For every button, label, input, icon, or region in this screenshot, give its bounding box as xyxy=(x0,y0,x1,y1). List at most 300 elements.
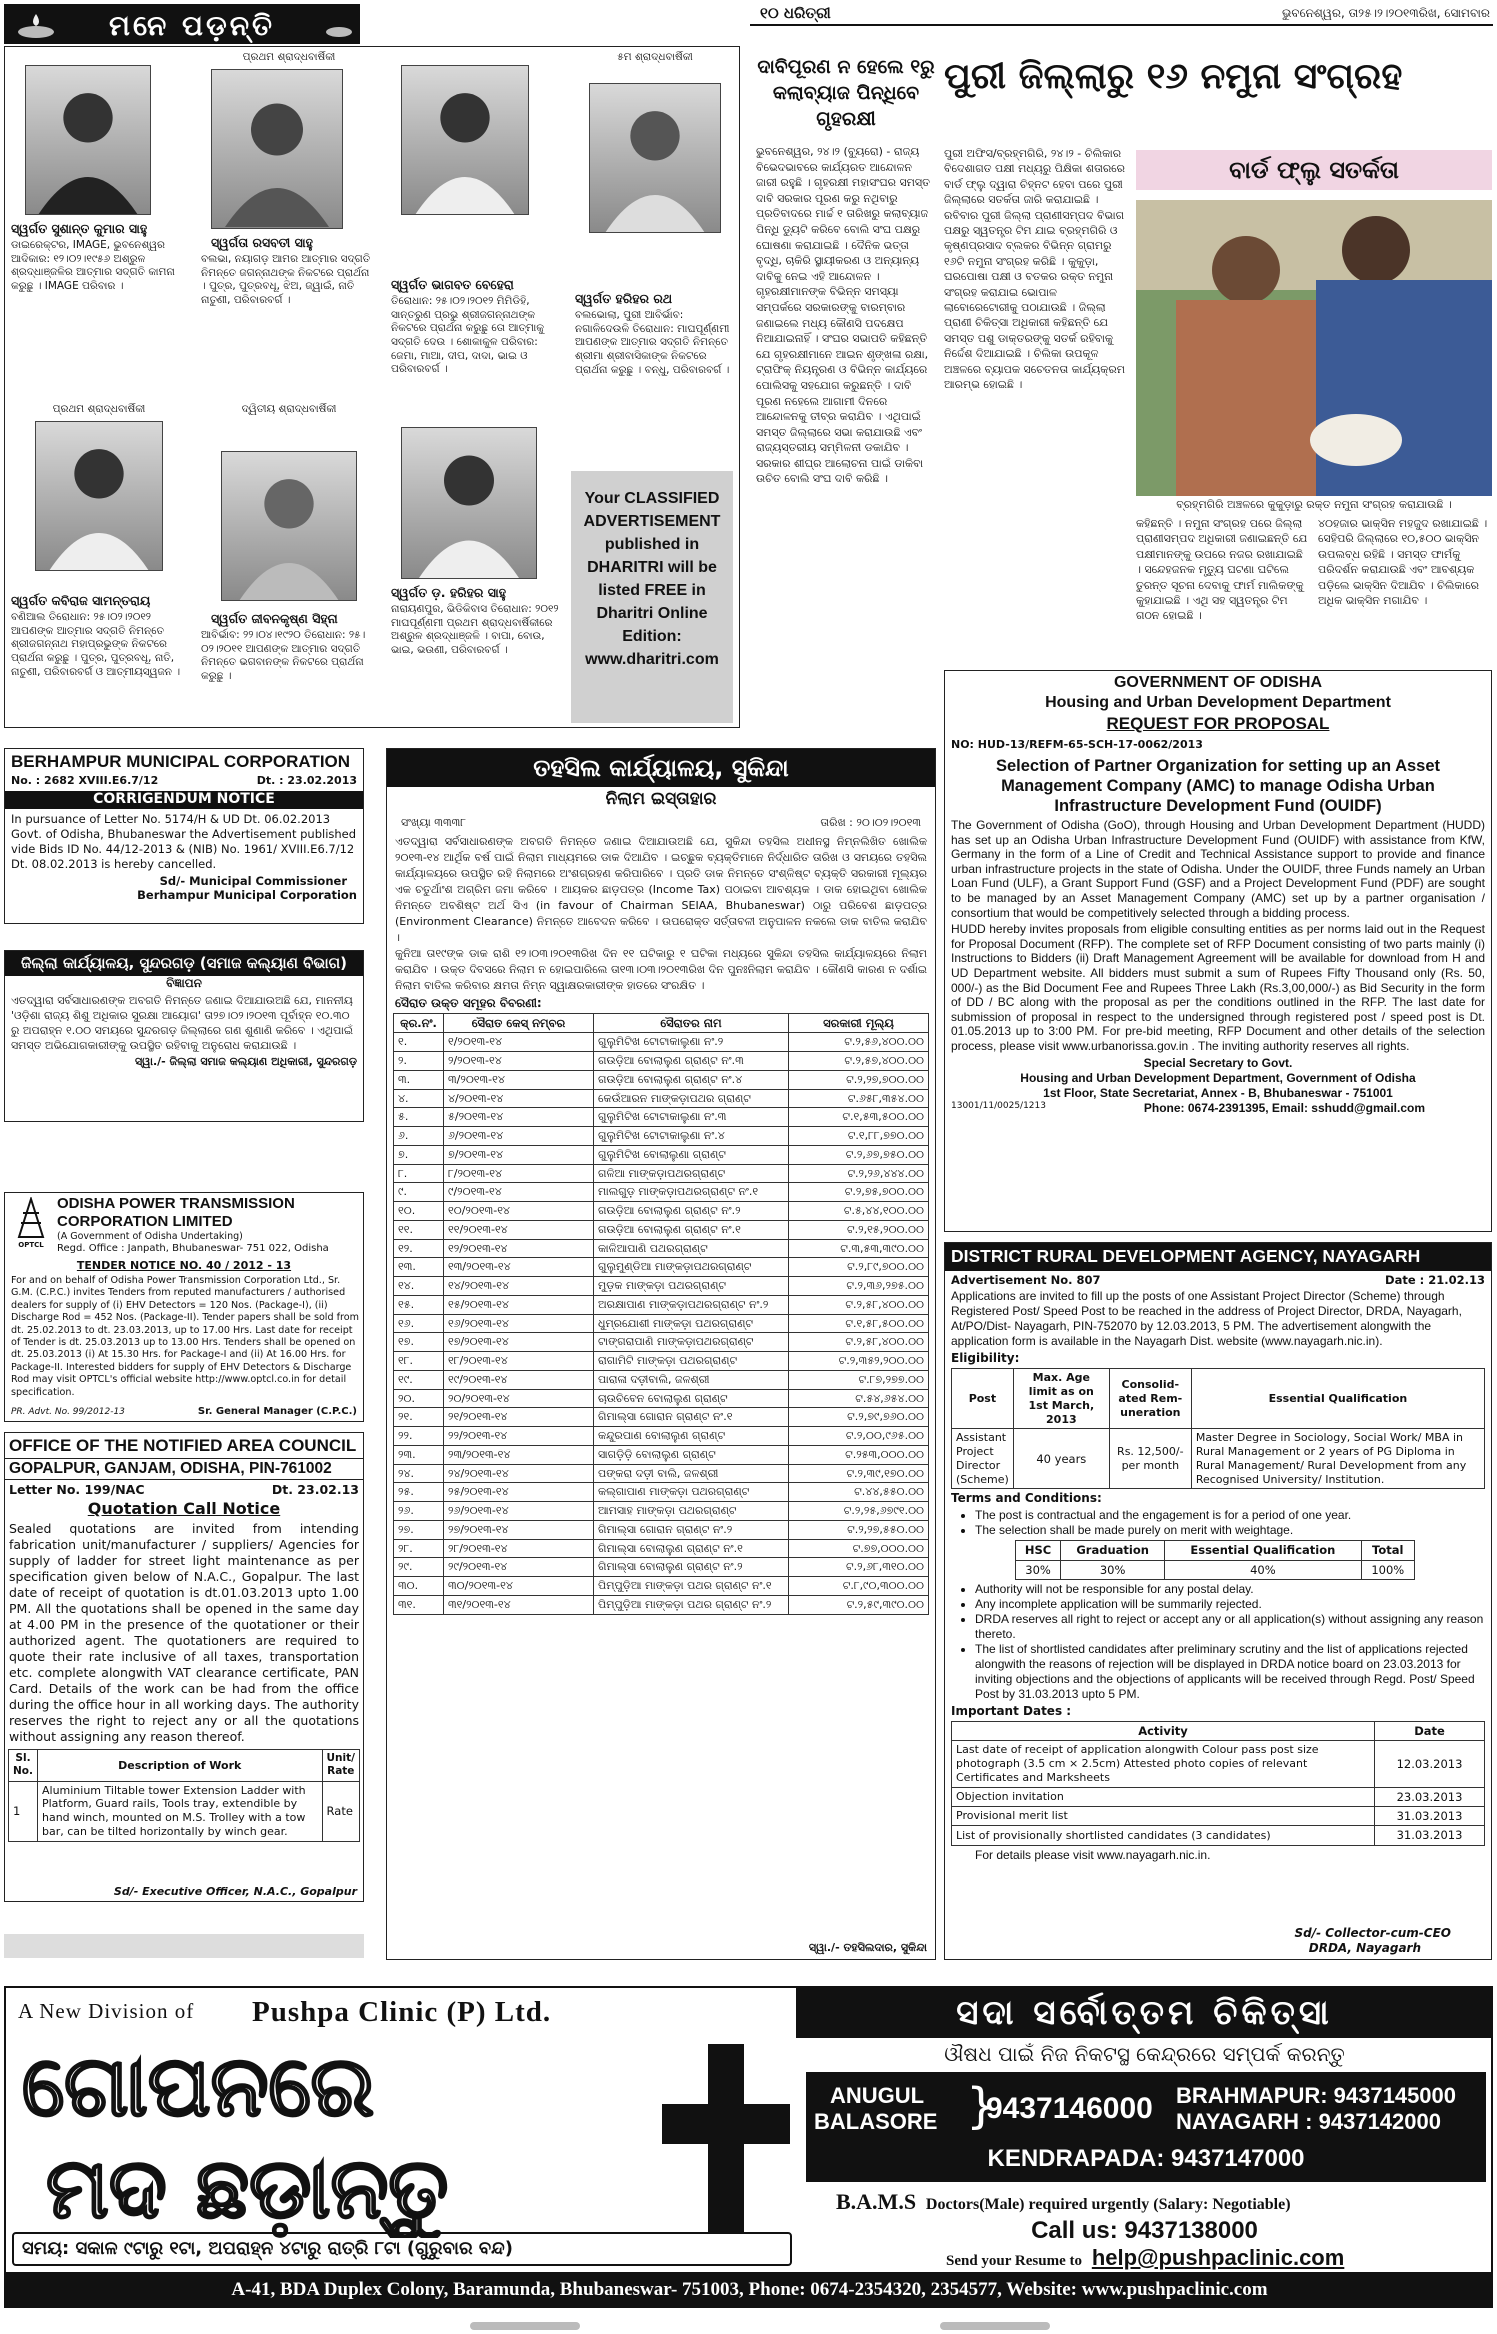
table-cell: ଟ.୨,୭୫,୭୦୦.୦୦ xyxy=(789,1183,929,1202)
table-cell: ଟ.୨,୫୮,୪୦୦.୦୦ xyxy=(789,1333,929,1352)
govt-title: GOVERNMENT OF ODISHA xyxy=(1113,674,1322,691)
table-cell: କଲ୍‌ଗାପାଣ ମାଙ୍କଡ଼ା ପଥରଗ୍ରାଣ୍ଟ xyxy=(594,1483,789,1502)
table-cell: ୧୪/୨୦୧୩-୧୪ xyxy=(444,1277,594,1296)
table-cell: ୧୧/୨୦୧୩-୧୪ xyxy=(444,1220,594,1239)
table-header-cell: Post xyxy=(952,1369,1014,1429)
nac-notice xyxy=(4,1432,364,1902)
clinic-email[interactable]: help@pushpaclinic.com xyxy=(1091,2245,1345,2270)
obit-body: ଆବିର୍ଭାବ: ୨୨।୦୪।୧୯୨୦ ତିରୋଧାନ: ୨୫।୦୨।୨୦୧୧ ଆପଣଙ୍କ ଆତ୍ମାର ସଦ୍ଗତି ନିମନ୍ତେ ଭଗବାନଙ୍କ ନିକଟରେ ପ୍ରାର୍ଥନା କରୁଛୁ । xyxy=(201,629,366,682)
table-row xyxy=(394,1202,929,1221)
story-headline: ଦାବିପୂରଣ ନ ହେଲେ ୧ରୁ କଲାବ୍ୟାଜ ପିନ୍ଧିବେ ଗୃହରକ୍ଷୀ xyxy=(757,56,935,130)
table-row xyxy=(394,1483,929,1502)
table-cell: ଆମସାହ ମାଙ୍କଡ଼ା ପଥରଗ୍ରାଣ୍ଟ xyxy=(594,1502,789,1521)
table-cell: ୯. xyxy=(394,1183,444,1202)
table-cell: Rate xyxy=(322,1781,359,1841)
medical-cross-icon xyxy=(662,2044,790,2234)
table-row xyxy=(394,1464,929,1483)
table-cell: ୧୮. xyxy=(394,1352,444,1371)
obit-card xyxy=(575,51,735,451)
clinic-resume: Send your Resume to xyxy=(946,2253,1082,2269)
govt-p2: HUDD hereby invites proposals from eligible consulting entities as per norms laid out in the Request for Proposal Document (RFP). The complete set of RFP Document consisting of two parts mainly (i) Instructions to Bidders (ii) Draft Management Agreement will be available for download from H and UD Department website. All bidders must submit a sum of Rupees Fifty Thousand only (Rs. 50, 000/-) as the Bid Document Fee and Rupees Three Lakh (Rs.3,00,000/-) as Bid Security in the form of DD / BC along with the proposal as per the conditions outlined in the RFP. The last date for submission of proposal in respect to the undersigned through registered post / speed post is Dt. 01.05.2013 up to 3:00 PM. For pre-bid meeting, RFP Document and other details of the selection process, please visit www.urbanorissa.gov.in . The inviting authority reserves all rights. xyxy=(951,922,1485,1053)
clinic-division: A New Division of xyxy=(18,1999,195,2023)
obit-body: ବଲଭା, ନୟାଗଡ଼ ଆମର ଆତ୍ମାର ସଦ୍ଗତି ନିମନ୍ତେ ଜଗନ୍ନାଥଙ୍କ ନିକଟରେ ପ୍ରାର୍ଥନା । ପୁତ୍ର, ପୁତ୍ରବଧୂ, ଝିଅ, ଜ୍ୱାଇଁ, ନାତି ନାତୁଣୀ, ପରିବାରବର୍ଗ । xyxy=(201,253,371,306)
table-header-cell: Graduation xyxy=(1061,1541,1165,1560)
table-cell: ଟ.୬୫୮,୩୫୪.୦୦ xyxy=(789,1089,929,1108)
table-cell: ଟ.୨,୨୬,୪୪୪.୦୦ xyxy=(789,1164,929,1183)
table-cell: ଟ.୨,୬୭,୭୫୦.୦୦ xyxy=(789,1145,929,1164)
table-cell: ୨୯. xyxy=(394,1558,444,1577)
optcl-body: For and on behalf of Odisha Power Transmission Corporation Ltd., Sr. G.M. (C.P.C.) invites Tenders from reputed manufacturers / authorised dealers for supply of (i) EHV Detectors = 120 Nos. (Package-I), (ii) Discharge Rod = 452 Nos. (Package-II). Tender papers shall be sold from dt. 25.02.2013 to dt. 23.03.2013, up to 17.00 Hrs. Last date for receipt of Tender is dt. 25.03.2013 up to 13.00 Hrs. Tenders shall be opened on dt. 25.03.2013 (i) At 15.30 Hrs. for Package-I and (ii) At 16.00 Hrs. for Package-II. Interested bidders for supply of EHV Detectors & Discharge Rod may visit OPTCL's official website http://www.optcl.co.in for detail specification. xyxy=(11,1275,359,1398)
table-cell: ୭/୨୦୧୩-୧୪ xyxy=(444,1145,594,1164)
table-cell: ୨୩/୨୦୧୩-୧୪ xyxy=(444,1445,594,1464)
drda-dates-table xyxy=(951,1721,1485,1846)
table-cell: କନ୍ଦୁରପାଣ ବୋଲାଲୁଣ ଗ୍ରାଣ୍ଟ xyxy=(594,1427,789,1446)
table-cell: ୨୬. xyxy=(394,1502,444,1521)
table-cell: ୧୯/୨୦୧୩-୧୪ xyxy=(444,1370,594,1389)
table-cell: List of provisionally shortlisted candidates (3 candidates) xyxy=(952,1826,1375,1845)
dateline: ଭୁବନେଶ୍ୱର, ତା୨୫।୨।୨୦୧୩ରିଖ, ସୋମବାର xyxy=(1281,6,1490,20)
table-header-cell: ସୈରାତର ନାମ xyxy=(594,1014,789,1033)
clinic-bams-text: Doctors(Male) required urgently (Salary: Negotiable) xyxy=(925,2196,1291,2213)
govt-p1: The Government of Odisha (GoO), through Housing and Urban Development Department (HUDD) has set up an Odisha Urban Infrastructure Development Fund (OUIDF) with assistance from KfW, Germany in the form of a Line of Credit and Technical Assistance support to provide and finance urban infrastructure projects in the state of Odisha. Under the OUIDF, three Funds namely an Urban Loan Fund (ULF), a Grant Support Fund (GSF) and a Project Development Fund (PDF) are sought to be managed by an Asset Management Company (AMC) set up by a partner organisation / consortium that would be competitively selected through a bidding process. xyxy=(951,818,1485,920)
table-cell: Rs. 12,500/- per month xyxy=(1109,1429,1191,1489)
clinic-city-anugul: ANUGUL xyxy=(830,2083,925,2108)
table-cell: ୨୧/୨୦୧୩-୧୪ xyxy=(444,1408,594,1427)
clinic-address: A-41, BDA Duplex Colony, Baramunda, Bhubaneswar- 751003, Phone: 0674-2354320, 2354577, Website: www.pushpaclinic.com xyxy=(6,2272,1493,2308)
table-cell: ୧୬. xyxy=(394,1314,444,1333)
registration-mark xyxy=(940,2322,1050,2330)
story2-col1: ପୁରୀ ଅଫିସ/ବ୍ରହ୍ମଗିରି, ୨୪।୨ - ଚିଲିକାର ବିଦେଶାଗତ ପକ୍ଷୀ ମଧ୍ୟରୁ ପିକ୍ଷିକା ଶତାରରେ ବାର୍ଡ ଫ୍ଲୁ ଦ୍ୱାରା ଚିହ୍ନଟ ହେବା ପରେ ପୁରୀ ଜିଲ୍ଲାରେ ସତର୍କତା ଜାରି କରାଯାଇଛି । ରବିବାର ପୁରୀ ଜିଲ୍ଲା ପ୍ରାଣୀସମ୍ପଦ ବିଭାଗ ପକ୍ଷରୁ ସ୍ୱତନ୍ତ୍ର ଟିମ ଯାଇ ବ୍ରହ୍ମଗିରି ଓ କୃଷ୍ଣପ୍ରସାଦ ବ୍ଲକର ବିଭିନ୍ନ ଗ୍ରାମରୁ ୧୬ଟି ନମୁନା ସଂଗ୍ରହ କରିଛି । କୁକୁଡ଼ା, ଘରପୋଷା ପକ୍ଷୀ ଓ ବତକର ରକ୍ତ ନମୁନା ସଂଗ୍ରହ କରାଯାଇ ଭୋପାଳ ଲାବୋରେଟୋରୀକୁ ପଠାଯାଉଛି । ଜିଲ୍ଲା ପ୍ରାଣୀ ଚିକିତ୍ସା ଅଧିକାରୀ କହିଛନ୍ତି ଯେ ସମସ୍ତ ପଶୁ ଡାକ୍ତରଙ୍କୁ ସତର୍କ ରହିବାକୁ ନିର୍ଦ୍ଦେଶ ଦିଆଯାଇଛି । ଚିଲିକା ଉପକୂଳ ଅଞ୍ଚଳରେ ବ୍ୟାପକ ସଚେତନତା କାର୍ଯ୍ୟକ୍ରମ ଆରମ୍ଭ ହୋଇଛି । xyxy=(944,147,1126,392)
table-cell: ଟ.୨,୫୮,୪୦୦.୦୦ xyxy=(789,1295,929,1314)
table-cell: ୨୫/୨୦୧୩-୧୪ xyxy=(444,1483,594,1502)
govt-rfp: REQUEST FOR PROPOSAL xyxy=(1106,714,1330,733)
obit-body: ତିରୋଧାନ: ୨୫।୦୨।୨୦୧୨ ମିମିଡିହି, ସାନ୍ତରୁଣ ପ୍ରଭୁ ଶ୍ରୀଜଗନ୍ନାଥଙ୍କ ନିକଟରେ ପ୍ରାର୍ଥନା କରୁଛୁ ତୋ ଆତ୍ମାକୁ ସଦ୍ଗତି ଦେଉ । ଶୋକାକୁଳ ପରିବାର: ଜେମା, ମାଆ, ଦୀପ, ଦାଦା, ଭାଇ ଓ ପରିବାରବର୍ଗ । xyxy=(391,295,544,376)
bmc-heading: CORRIGENDUM NOTICE xyxy=(5,791,363,809)
clinic-sub: ଔଷଧ ପାଇଁ ନିଜ ନିକଟସ୍ଥ କେନ୍ଦ୍ରରେ ସମ୍ପର୍କ କରନ୍ତୁ xyxy=(944,2042,1345,2066)
table-cell: ୨୦/୨୦୧୩-୧୪ xyxy=(444,1389,594,1408)
clinic-phone-main[interactable]: 9437146000 xyxy=(986,2092,1153,2125)
optcl-pr: PR. Advt. No. 99/2012-13 xyxy=(11,1406,125,1417)
table-header xyxy=(394,1014,929,1033)
table-cell: ୧/୨୦୧୩-୧୪ xyxy=(444,1033,594,1052)
bmc-dt: Dt. : 23.02.2013 xyxy=(256,774,357,788)
clinic-big-line1: ଗୋପନରେ xyxy=(22,2037,375,2135)
table-row xyxy=(394,1502,929,1521)
list-item: • The list of shortlisted candidates after preliminary scrutiny and the list of applications rejected alongwith the reasons of rejection will be displayed in DRDA notice board on 23.03.2013 for inviting objections and the objections of applicants will be received through Regd. Post/ Speed Post by 31.03.2013 upto 5 PM. xyxy=(975,1642,1491,1702)
nac-title: OFFICE OF THE NOTIFIED AREA COUNCIL xyxy=(9,1436,357,1455)
table-cell: ମୁଡ଼କ ମାଙ୍କଡ଼ା ପଥରଗ୍ରାଣ୍ଟ xyxy=(594,1277,789,1296)
table-row xyxy=(394,1033,929,1052)
table-cell: ୧୦/୨୦୧୩-୧୪ xyxy=(444,1202,594,1221)
table-row xyxy=(394,1277,929,1296)
obit-card xyxy=(391,51,567,401)
nac-table xyxy=(8,1749,360,1841)
tahsil-no: ସଂଖ୍ୟା ୩୩୩୮ xyxy=(401,816,466,830)
table-cell: ଟ.୮,୯୦,୩୦୦.୦୦ xyxy=(789,1577,929,1596)
table-cell: ୪. xyxy=(394,1089,444,1108)
table-cell: ଟ.୨,୨୭,୭୦୦.୦୦ xyxy=(789,1070,929,1089)
table-header-cell: Activity xyxy=(952,1722,1375,1741)
drda-more: For details please visit www.nayagarh.nic.in. xyxy=(975,1847,1211,1862)
table-cell: ଗିମାଲ୍‌ସା ଗୋରାନ ଗ୍ରାଣ୍ଟ ନଂ.୧ xyxy=(594,1408,789,1427)
bmc-no: No. : 2682 XVIII.E6.7/12 xyxy=(11,774,159,788)
table-cell: 12.03.2013 xyxy=(1375,1741,1485,1787)
table-row xyxy=(394,1314,929,1333)
table-cell: ଟ.୧,୫୩,୫୦୦.୦୦ xyxy=(789,1108,929,1127)
drda-ref-row xyxy=(945,1271,1491,1289)
table-cell: ଟ.୨,୭୯,୭୬୦.୦୦ xyxy=(789,1408,929,1427)
table-row xyxy=(952,1826,1485,1845)
obit-title: ମନେ ପଡ଼ନ୍ତି xyxy=(109,9,275,42)
table-cell: କାଳିଆପାଣି ପଥରଗ୍ରାଣ୍ଟ xyxy=(594,1239,789,1258)
clinic-company: Pushpa Clinic (P) Ltd. xyxy=(252,1996,552,2028)
classified-line: ADVERTISEMENT xyxy=(583,513,721,530)
nac-addr: GOPALPUR, GANJAM, ODISHA, PIN-761002 xyxy=(5,1458,363,1479)
clinic-call[interactable]: Call us: 9437138000 xyxy=(1031,2217,1258,2244)
classified-line: DHARITRI will be xyxy=(587,559,717,576)
table-cell: ଗିମାଲ୍‌ସା ଗୋରାନ ଗ୍ରାଣ୍ଟ ନଂ.୨ xyxy=(594,1520,789,1539)
table-cell: ୮/୨୦୧୩-୧୪ xyxy=(444,1164,594,1183)
table-cell: ୨୮/୨୦୧୩-୧୪ xyxy=(444,1539,594,1558)
optcl-regd: Regd. Office : Janpath, Bhubaneswar- 751 022, Odisha xyxy=(57,1243,329,1254)
classified-line: listed FREE in xyxy=(598,582,706,599)
table-cell: 31.03.2013 xyxy=(1375,1826,1485,1845)
table-row xyxy=(952,1741,1485,1787)
table-cell: ୨୧. xyxy=(394,1408,444,1427)
drda-adv: Advertisement No. 807 xyxy=(951,1272,1101,1287)
bmc-notice xyxy=(4,748,364,924)
table-cell: ୨୦. xyxy=(394,1389,444,1408)
drda-terms-list-2 xyxy=(945,1582,1491,1702)
obit-body: ବଣିଆଲ ତିରୋଧାନ: ୨୫।୦୨।୨୦୧୨ ଆପଣଙ୍କ ଆତ୍ମାର ସଦ୍ଗତି ନିମନ୍ତେ ଶ୍ରୀଜଗନ୍ନାଥ ମହାପ୍ରଭୁଙ୍କ ନିକଟରେ ପ୍ରାର୍ଥନା କରୁଛୁ । ପୁତ୍ର, ପୁତ୍ରବଧୂ, ନାତି, ନାତୁଣୀ, ପରିବାରବର୍ଗ ଓ ଆତ୍ମୀୟସ୍ୱଜନ । xyxy=(11,611,181,678)
table-cell: ଗୁଲୁମିଟିଖ ଟୋଟାକାଲୁଣା ନଂ.୨ xyxy=(594,1033,789,1052)
table-cell: ଟ.୨,୨୫,୬୭୯୧.୦୦ xyxy=(789,1502,929,1521)
classified-url[interactable]: www.dharitri.com xyxy=(585,651,719,668)
govt-phone: Phone: 0674-2391395, Email: sshudd@gmail.com xyxy=(1143,1100,1425,1115)
table-cell: ଟ.୨,୬୮,୩୧୦.୦୦ xyxy=(789,1558,929,1577)
table-row xyxy=(394,1164,929,1183)
table-cell: ୨୨. xyxy=(394,1427,444,1446)
tahsil-sign: ସ୍ୱା./- ତହସିଲଦାର, ସୁକିନ୍ଦା xyxy=(808,1941,927,1955)
drda-elig: Eligibility: xyxy=(951,1351,1020,1366)
govt-rfp-notice xyxy=(944,670,1492,1232)
table-cell: Assistant Project Director (Scheme) xyxy=(952,1429,1014,1489)
table-cell: ଗିମାଲ୍‌ସା ବୋଲାଲୁଣ ଗ୍ରାଣ୍ଟ ନଂ.୨ xyxy=(594,1558,789,1577)
portrait-photo xyxy=(25,65,151,215)
bmc-body: In pursuance of Letter No. 5174/H & UD Dt. 06.02.2013 Govt. of Odisha, Bhubaneswar the Advertisement published vide Bids ID No. 44/12-2013 & (NIB) No. 1961/ XVIII.E6.7/12 Dt. 08.02.2013 is hereby cancelled. xyxy=(11,811,357,871)
portrait-photo xyxy=(221,451,357,601)
table-cell: ପାରାଳା ଦଡ଼ୀବାଲି, ଜଳଶ୍ରୀ xyxy=(594,1370,789,1389)
table-cell: ଟ.୫୪,୬୫୪.୦୦ xyxy=(789,1389,929,1408)
table-row xyxy=(9,1781,360,1841)
table-cell: 40 years xyxy=(1013,1429,1109,1489)
table-cell: ଟ.୨,୫୬,୪୦୦.୦୦ xyxy=(789,1033,929,1052)
story-home-guards xyxy=(756,48,936,730)
govt-heading: Selection of Partner Organization for setting up an Asset Management Company (AMC) to manage Odisha Urban Infrastructure Development Fund (OUIDF) xyxy=(995,757,1441,815)
obit-card xyxy=(201,51,377,401)
table-cell: ୨୫. xyxy=(394,1483,444,1502)
optcl-sub: (A Government of Odisha Undertaking) xyxy=(57,1231,243,1242)
table-header-cell: କ୍ର.ନଂ. xyxy=(394,1014,444,1033)
table-cell: ଗିମାଲ୍‌ସା ବୋଲାଲୁଣ ଗ୍ରାଣ୍ଟ ନଂ.୧ xyxy=(594,1539,789,1558)
table-cell: ୧୨. xyxy=(394,1239,444,1258)
obit-tag: ପ୍ରଥମ ଶ୍ରାଦ୍ଧବାର୍ଷିକୀ xyxy=(242,51,336,63)
obit-tag: ପ୍ରଥମ ଶ୍ରାଦ୍ଧବାର୍ଷିକୀ xyxy=(52,403,146,415)
table-cell: ଟାଙ୍ଗରାପାଣି ମାଙ୍କଡ଼ାପଥରଗ୍ରାଣ୍ଟ xyxy=(594,1333,789,1352)
clinic-big-line2: ମଦ ଛଡ଼ାନ୍ତୁ xyxy=(46,2139,449,2237)
district-notice xyxy=(4,950,364,1122)
brace-icon: } xyxy=(966,2078,997,2134)
tahsil-table xyxy=(393,1013,929,1615)
drda-sign2: DRDA, Nayagarh xyxy=(1308,1941,1421,1955)
table-cell: ୧୮/୨୦୧୩-୧୪ xyxy=(444,1352,594,1371)
govt-footer-row xyxy=(945,1101,1491,1116)
table-cell: ୨୬/୨୦୧୩-୧୪ xyxy=(444,1502,594,1521)
clinic-bams-row xyxy=(836,2188,1493,2214)
table-cell: ଗଳିଆ ମାଙ୍କଡ଼ାପଥରଗ୍ରାଣ୍ଟ xyxy=(594,1164,789,1183)
obit-name: ସ୍ୱର୍ଗତ ଭାଗବତ ବେହେରା xyxy=(391,277,514,292)
tahsil-table-title: ସୈରାତ ଉକ୍ତ ସମୂହର ବିବରଣୀ: xyxy=(395,996,542,1010)
table-cell: 1 xyxy=(9,1781,38,1841)
table-cell: ୨୪. xyxy=(394,1464,444,1483)
list-item: • The selection shall be made purely on merit with weightage. xyxy=(975,1523,1491,1538)
table-header-cell: HSC xyxy=(1016,1541,1061,1560)
tahsil-date: ତାରିଖ : ୨୦।୦୨।୨୦୧୩ xyxy=(820,816,921,830)
table-row xyxy=(394,1408,929,1427)
list-item: • Authority will not be responsible for any postal delay. xyxy=(975,1582,1491,1597)
obit-body: ବଲଭୋଲା, ପୁରୀ ଆବିର୍ଭାବ: ନଗାଳିଦେଉଳି ତିରୋଧାନ: ମାଘପୂର୍ଣ୍ଣମୀ ଆପଣଙ୍କ ଆତ୍ମାର ସଦ୍ଗତି ନିମନ୍ତେ ଶ୍ରୀମା ଶ୍ରୀବାସିକାଙ୍କ ନିକଟରେ ପ୍ରାର୍ଥନା କରୁଛୁ । ବନ୍ଧୁ, ପରିବାରବର୍ଗ । xyxy=(575,309,730,376)
registration-mark xyxy=(470,2322,580,2330)
table-cell: ଅରକ୍ଷାପାଣ ମାଙ୍କଡ଼ାପଥରଗ୍ରାଣ୍ଟ ନଂ.୨ xyxy=(594,1295,789,1314)
drda-title: DISTRICT RURAL DEVELOPMENT AGENCY, NAYAGARH xyxy=(945,1243,1491,1271)
classified-line: Edition: xyxy=(622,628,682,645)
nac-letter: Letter No. 199/NAC xyxy=(9,1481,145,1497)
bmc-ref-row xyxy=(5,774,363,788)
table-header xyxy=(1016,1541,1415,1560)
portrait-photo xyxy=(401,427,537,579)
classified-box xyxy=(571,471,733,723)
district-title: ଜିଲ୍ଲା କାର୍ଯ୍ୟାଳୟ, ସୁନ୍ଦରଗଡ଼ (ସମାଜ କଲ୍ୟାଣ ବିଭାଗ) xyxy=(5,951,363,976)
tahsil-ref-row xyxy=(387,812,935,834)
clinic-brahmapur: BRAHMAPUR: 9437145000 xyxy=(1176,2083,1457,2108)
govt-dept: Housing and Urban Development Department xyxy=(1045,694,1391,711)
table-cell: ଟ.୧,୫୮,୫୦୦.୦୦ xyxy=(789,1314,929,1333)
table-row xyxy=(394,1127,929,1146)
table-cell: ଟ.୨,୦୦,୯୬୫.୦୦ xyxy=(789,1427,929,1446)
nac-ref-row xyxy=(5,1480,363,1500)
table-row xyxy=(394,1558,929,1577)
table-cell: ୧୭/୨୦୧୩-୧୪ xyxy=(444,1333,594,1352)
story2-col2: କହିଛନ୍ତି । ନମୁନା ସଂଗ୍ରହ ପରେ ଜିଲ୍ଲା ପ୍ରାଣୀସମ୍ପଦ ଅଧିକାରୀ ଜଣାଇଛନ୍ତି ଯେ ପକ୍ଷୀମାନଙ୍କୁ ଉପରେ ନଜର ରଖାଯାଇଛି । ସନ୍ଦେହଜନକ ମୃତ୍ୟୁ ଘଟଣା ଘଟିଲେ ତୁରନ୍ତ ସୂଚନା ଦେବାକୁ ଫାର୍ମ ମାଲିକଙ୍କୁ କୁହାଯାଇଛି । ଏଥି ସହ ସ୍ୱତନ୍ତ୍ର ଟିମ ଗଠନ ହୋଇଛି । xyxy=(1136,517,1308,623)
drda-weightage-table xyxy=(1015,1540,1415,1580)
clinic-phones-panel xyxy=(806,2072,1486,2182)
bmc-sign1: Sd/- Municipal Commissioner xyxy=(159,873,347,888)
table-header xyxy=(952,1369,1485,1429)
clinic-city-balasore: BALASORE xyxy=(814,2109,938,2134)
drda-sign1: Sd/- Collector-cum-CEO xyxy=(1294,1926,1451,1940)
table-cell: ପିମ୍ପୁଡ଼ିଆ ମାଙ୍କଡ଼ା ପଥର ଗ୍ରାଣ୍ଟ ନଂ.୨ xyxy=(594,1595,789,1614)
table-cell: ୫. xyxy=(394,1108,444,1127)
table-row xyxy=(394,1220,929,1239)
govt-no: NO: HUD-13/REFM-65-SCH-17-0062/2013 xyxy=(951,738,1203,752)
table-cell: ୩/୨୦୧୩-୧୪ xyxy=(444,1070,594,1089)
table-cell: ୧୩. xyxy=(394,1258,444,1277)
table-row xyxy=(394,1577,929,1596)
table-cell: ୩୦. xyxy=(394,1577,444,1596)
obit-name: ସ୍ୱର୍ଗତ ଡ଼. ହରିହର ସାହୁ xyxy=(391,585,506,600)
nac-body: Sealed quotations are invited from intending fabrication unit/manufacturer / suppliers/ Agencies for supply of ladder for street light maintenance as per specification given below of N.A.C., Gopalpur. The last date of receipt of quotation is dt.01.03.2013 upto 1.00 PM. All the quotations shall be opened in the same day at 4.00 PM in the presence of the quotationer or their authorized agent. The quotationers are required to quote their rate inclusive of all taxes, transportation etc. complete alongwith VAT clearance certificate, PAN Card. Details of the work can be had from the office during the office hour in all working days. The authority reserves the right to reject any or all the quotations without assigning any reason thereof. xyxy=(9,1521,359,1745)
table-cell: ଟ.୨,୫୯,୩୯୦.୦୦ xyxy=(789,1595,929,1614)
story2-col3: ୪୦ହଜାର ଭାକ୍ସିନ ମହଜୁଦ ରଖାଯାଇଛି । ସେହିପରି ଜିଲ୍ଲାରେ ୧୦,୫୦୦ ଭାକ୍ସିନ ଉପଲବ୍ଧ ରହିଛି । ସମସ୍ତ ଫାର୍ମକୁ ପରିଦର୍ଶନ କରାଯାଉଛି ଏବଂ ଆବଶ୍ୟକ ପଡ଼ିଲେ ଭାକ୍ସିନ ଦିଆଯିବ । ଚିଲିକାରେ ଅଧିକ ଭାକ୍ସିନ ମଗାଯିବ । xyxy=(1318,517,1488,608)
clinic-nayagarh: NAYAGARH : 9437142000 xyxy=(1176,2109,1441,2134)
table-header-cell: ସରକାରୀ ମୂଲ୍ୟ xyxy=(789,1014,929,1033)
clinic-ad xyxy=(4,1986,1493,2308)
table-cell: ୩୧. xyxy=(394,1595,444,1614)
clinic-resume-row xyxy=(946,2244,1486,2272)
obit-name: ସ୍ୱର୍ଗତ ହରିହର ରଥ xyxy=(575,291,673,306)
tahsil-body: ଏତଦ୍ୱାରା ସର୍ବସାଧାରଣଙ୍କ ଅବଗତି ନିମନ୍ତେ ଜଣାଇ ଦିଆଯାଉଅଛି ଯେ, ସୁକିନ୍ଦା ତହସିଲ ଅଧୀନସ୍ଥ ନିମ୍ନଲିଖିତ ଖୋଲିକ ୨୦୧୩-୧୪ ଆର୍ଥିକ ବର୍ଷ ପାଇଁ ନିଲାମ ମାଧ୍ୟମରେ ଡାକ ଦିଆଯିବ । ଇଚ୍ଛୁକ ବ୍ୟକ୍ତିମାନେ ନିର୍ଦ୍ଧାରିତ ତାରିଖ ଓ ସମୟରେ ତହସିଲ କାର୍ଯ୍ୟାଳୟରେ ଉପସ୍ଥିତ ରହି ନିଲାମରେ ଅଂଶଗ୍ରହଣ କରିପାରିବେ । ପ୍ରତି ଡାକ ନିମନ୍ତେ ସଂଶ୍ଳିଷ୍ଟ ବ୍ୟକ୍ତି ସରକାରୀ ମୂଲ୍ୟର ଏକ ଚତୁର୍ଥାଂଶ ଅଗ୍ରିମ ଜମା କରିବେ । ଆୟକର ଛାଡ଼ପତ୍ର (Income Tax) ପଠାଇବା ଆବଶ୍ୟକ । ଡାକ ହୋଇଥିବା ଖୋଲିକ ନିମନ୍ତେ ଅବଶିଷ୍ଟ ଅର୍ଥ ସିଏ (in favour of Chairman SEIAA, Bhubaneswar) ଠାରୁ ପରିବେଶ ଛାଡ଼ପତ୍ର (Environment Clearance) ନିମନ୍ତେ ଆବେଦନ କରିବେ । ଉପରୋକ୍ତ ସର୍ତ୍ତାବଳୀ ଅନୁପାଳନ ନକଲେ ଡାକ ବାତିଲ କରାଯିବ । xyxy=(395,835,927,944)
table-row xyxy=(952,1787,1485,1806)
list-item: • DRDA reserves all right to reject or accept any or all application(s) without assigning any reason thereto. xyxy=(975,1612,1491,1642)
table-row xyxy=(394,1258,929,1277)
table-header-cell: Unit/ Rate xyxy=(322,1750,359,1781)
table-cell: ୧୯. xyxy=(394,1370,444,1389)
table-header-cell: Consolid-ated Rem-uneration xyxy=(1109,1369,1191,1429)
portrait-photo xyxy=(211,69,343,229)
table-cell: 30% xyxy=(1061,1560,1165,1579)
classified-line: Your CLASSIFIED xyxy=(584,490,720,507)
table-cell: ୨/୨୦୧୩-୧୪ xyxy=(444,1052,594,1071)
table-cell: ଗୁଲୁମିଟିଖ ବୋଲାଲୁଣା ଗ୍ରାଣ୍ଟ xyxy=(594,1145,789,1164)
clinic-bams: B.A.M.S xyxy=(836,2189,917,2214)
table-cell: Provisional merit list xyxy=(952,1807,1375,1826)
bmc-sign2: Berhampur Municipal Corporation xyxy=(137,887,357,902)
district-sign: ସ୍ୱା./- ଜିଲ୍ଲା ସମାଜ କଲ୍ୟାଣ ଅଧିକାରୀ, ସୁନ୍ଦରଗଡ଼ xyxy=(134,1054,357,1068)
table-cell: କେଉଁଆରନ ମାଙ୍କଡ଼ାପଥର ଗ୍ରାଣ୍ଟ xyxy=(594,1089,789,1108)
classified-line: Dharitri Online xyxy=(596,605,708,622)
clinic-header-left xyxy=(6,1988,796,2032)
obit-title-banner xyxy=(4,4,360,44)
drda-eligibility-table xyxy=(951,1368,1485,1489)
table-cell: ଟ.୨୫୩,୦୦୦.୦୦ xyxy=(789,1445,929,1464)
table-row xyxy=(394,1427,929,1446)
table-cell: ଗୁଲୁମୁଣ୍ଡିଆ ମାଙ୍କଡ଼ାପଥରଗ୍ରାଣ୍ଟ xyxy=(594,1258,789,1277)
optcl-logo xyxy=(11,1197,51,1249)
tahsil-body2: କୁନିଆ ତା୧୯ଙ୍କ ଡାକ ରାଶି ୧୨।୦୩।୨୦୧୩ରିଖ ଦିନ ୧୧ ଘଟିକାରୁ ୧ ଘଟିକା ମଧ୍ୟରେ ସୁକିନ୍ଦା ତହସିଲ କାର୍ଯ୍ୟାଳୟରେ ନିଲାମ କରାଯିବ । ଉକ୍ତ ଦିବସରେ ନିଲାମ ନ ହୋଇପାରିଲେ ତା୧୩।୦୩।୨୦୧୩ରିଖ ଦିନ ପୁନଃନିଲାମ କରାଯିବ । କୌଣସି କାରଣ ନ ଦର୍ଶାଇ ନିଲାମ ବାତିଲ କରିବାର କ୍ଷମତା ନିମ୍ନ ସ୍ୱାକ୍ଷରକାରୀଙ୍କ ହାତରେ ସଂରକ୍ଷିତ । xyxy=(395,947,927,992)
table-cell: ଟ.୫,୪୪,୧୦୦.୦୦ xyxy=(789,1202,929,1221)
table-header-cell: ସୈରାତ କେସ୍ ନମ୍ବର xyxy=(444,1014,594,1033)
table-row xyxy=(394,1239,929,1258)
table-cell: ଗଉଡ଼ିଆ ବୋଲାଲୁଣ ଗ୍ରାଣ୍ଟ ନଂ.୩ xyxy=(594,1052,789,1071)
table-cell: ଚାଉଚିବେନ ବୋଲାଲୁଣ ଗ୍ରାଣ୍ଟ xyxy=(594,1389,789,1408)
table-cell: ଗଉଡ଼ିଆ ବୋଲାଲୁଣ ଗ୍ରାଣ୍ଟ ନଂ.୪ xyxy=(594,1070,789,1089)
table-header xyxy=(952,1722,1485,1741)
table-row xyxy=(1016,1560,1415,1579)
table-row xyxy=(394,1295,929,1314)
drda-terms: Terms and Conditions: xyxy=(951,1491,1102,1506)
table-cell: ୬. xyxy=(394,1127,444,1146)
table-cell: ୨୭/୨୦୧୩-୧୪ xyxy=(444,1520,594,1539)
table-cell: ୨୯/୨୦୧୩-୧୪ xyxy=(444,1558,594,1577)
table-cell: ଟ.୨,୮୯,୭୦୦.୦୦ xyxy=(789,1258,929,1277)
district-sub: ବିଜ୍ଞାପନ xyxy=(166,975,202,990)
table-row xyxy=(394,1089,929,1108)
table-cell: ୨୨/୨୦୧୩-୧୪ xyxy=(444,1427,594,1446)
table-cell: 100% xyxy=(1361,1560,1414,1579)
table-row xyxy=(394,1183,929,1202)
obit-tag: ୫ମ ଶ୍ରାଦ୍ଧବାର୍ଷିକୀ xyxy=(617,51,693,63)
obit-card xyxy=(391,403,567,723)
nac-sign: Sd/- Executive Officer, N.A.C., Gopalpur xyxy=(113,1885,357,1899)
table-cell: ଟ.୭୭,୦୦୦.୦୦ xyxy=(789,1539,929,1558)
table-cell: ୧୪. xyxy=(394,1277,444,1296)
table-cell: ୧୩/୨୦୧୩-୧୪ xyxy=(444,1258,594,1277)
table-cell: ଗଉଡ଼ିଆ ବୋଲାଲୁଣ ଗ୍ରାଣ୍ଟ ନଂ.୧ xyxy=(594,1220,789,1239)
optcl-logo-text: OPTCL xyxy=(18,1241,44,1249)
table-row xyxy=(952,1807,1485,1826)
district-body: ଏତଦ୍ୱାରା ସର୍ବସାଧାରଣଙ୍କ ଅବଗତି ନିମନ୍ତେ ଜଣାଇ ଦିଆଯାଉଅଛି ଯେ, ମାନନୀୟ 'ଓଡ଼ିଶା ରାଜ୍ୟ ଶିଶୁ ଅଧିକାର ସୁରକ୍ଷା ଆୟୋଗ' ତା୨୭।୦୨।୨୦୧୩ ପୂର୍ବାହ୍ନ ୧୦.୩୦ ରୁ ଅପରାହ୍ନ ୧.୦୦ ସମୟରେ ସୁନ୍ଦରଗଡ଼ ଜିଲ୍ଲାରେ ଗଣ ଶୁଣାଣି କରିବେ । ଏଥିପାଇଁ ସମସ୍ତ ଅଭିଯୋଗକାରୀଙ୍କୁ ଉପସ୍ଥିତ ରହିବାକୁ ଅନୁରୋଧ କରାଯାଉଛି । xyxy=(11,993,353,1052)
obit-name: ସ୍ୱର୍ଗତ ସୁଶାନ୍ତ କୁମାର ସାହୁ xyxy=(11,221,148,236)
classified-line: published in xyxy=(604,536,700,553)
table-cell: 31.03.2013 xyxy=(1375,1807,1485,1826)
lamp-icon xyxy=(14,12,58,38)
bmc-title: BERHAMPUR MUNICIPAL CORPORATION xyxy=(11,752,351,771)
tahsil-title: ତହସିଲ କାର୍ଯ୍ୟାଳୟ, ସୁକିନ୍ଦା xyxy=(387,749,935,787)
optcl-title2: CORPORATION LIMITED xyxy=(57,1213,233,1230)
bird-flu-photo xyxy=(1136,200,1492,496)
gray-filler-bar xyxy=(4,1934,364,1958)
table-cell: ମାଲଗୁଡ଼ ମାଙ୍କଡ଼ାପଥରଗ୍ରାଣ୍ଟ ନଂ.୧ xyxy=(594,1183,789,1202)
table-row xyxy=(952,1429,1485,1489)
table-cell: ୨. xyxy=(394,1052,444,1071)
table-cell: ଟ.୨,୫୭,୪୦୦.୦୦ xyxy=(789,1052,929,1071)
list-item: • Any incomplete application will be summarily rejected. xyxy=(975,1597,1491,1612)
page-bottom-marks xyxy=(0,2318,1497,2334)
table-cell: ୭. xyxy=(394,1145,444,1164)
obit-card xyxy=(11,51,187,401)
clinic-timing: ସମୟ: ସକାଳ ୯ଟାରୁ ୧ଟା, ଅପରାହ୍ନ ୪ଟାରୁ ରାତ୍ରି ୮ଟା (ଗୁରୁବାର ବନ୍ଦ) xyxy=(12,2232,792,2266)
table-cell: Aluminium Tiltable tower Extension Ladder with Platform, Guard rails, Tools tray, extendible by hand winch, mounted on M.S. Trolley with a tow bar, can be tilted horizontally by winch gear. xyxy=(37,1781,322,1841)
table-header-cell: Date xyxy=(1375,1722,1485,1741)
obit-tag: ଦ୍ୱିତୀୟ ଶ୍ରାଦ୍ଧବାର୍ଷିକୀ xyxy=(241,403,337,415)
table-header xyxy=(9,1750,360,1781)
table-cell: ଟ.୮୭,୨୭୭.୦୦ xyxy=(789,1370,929,1389)
table-row xyxy=(394,1445,929,1464)
story-body: ଭୁବନେଶ୍ୱର, ୨୪।୨ (ବ୍ୟୁରୋ) - ରାଜ୍ୟ ବିଭେଦଭାବରେ କାର୍ଯ୍ୟରତ ଆନ୍ଦୋଳନ ଜାରୀ ରହୁଛି । ଗୃହରକ୍ଷୀ ମହାସଂଘର ସମସ୍ତ ଦାବି ସରକାର ପୂରଣ କରୁ ନଥିବାରୁ ପ୍ରତିବାଦରେ ମାର୍ଚ୍ଚ ୧ ତାରିଖରୁ କଲାବ୍ୟାଜ ପିନ୍ଧି ଡ୍ୟୁଟି କରିବେ ବୋଲି ସଂଘ ପକ୍ଷରୁ ଘୋଷଣା କରାଯାଇଛି । ଦୈନିକ ଭତ୍ତା ବୃଦ୍ଧି, ଚାକିରି ସ୍ଥାୟୀକରଣ ଓ ଅନ୍ୟାନ୍ୟ ଦାବିକୁ ନେଇ ଏହି ଆନ୍ଦୋଳନ । ଗୃହରକ୍ଷୀମାନଙ୍କ ବିଭିନ୍ନ ସମସ୍ୟା ସମ୍ପର୍କରେ ସରକାରଙ୍କୁ ବାରମ୍ବାର ଜଣାଇଲେ ମଧ୍ୟ କୌଣସି ପଦକ୍ଷେପ ନିଆଯାଇନାହିଁ । ସଂଘର ସଭାପତି କହିଛନ୍ତି ଯେ ଗୃହରକ୍ଷୀମାନେ ଆଇନ ଶୃଙ୍ଖଳା ରକ୍ଷା, ଟ୍ରାଫିକ୍ ନିୟନ୍ତ୍ରଣ ଓ ବିଭିନ୍ନ କାର୍ଯ୍ୟରେ ପୋଲିସକୁ ସହଯୋଗ କରୁଛନ୍ତି । ଦାବି ପୂରଣ ନହେଲେ ଆଗାମୀ ଦିନରେ ଆନ୍ଦୋଳନକୁ ତୀବ୍ର କରାଯିବ । ଏଥିପାଇଁ ସମସ୍ତ ଜିଲ୍ଲାରେ ସଭା କରାଯାଉଛି ଏବଂ ରାଜ୍ୟସ୍ତରୀୟ ସମ୍ମିଳନୀ ଡକାଯିବ । ସରକାର ଶୀଘ୍ର ଆଲୋଚନା ପାଇଁ ଡାକିବା ଉଚିତ ବୋଲି ସଂଘ ଦାବି କରିଛି । xyxy=(756,145,930,486)
table-cell: ୩. xyxy=(394,1070,444,1089)
tahsil-sub: ନିଲାମ ଇସ୍ତାହାର xyxy=(605,789,717,809)
obit-name: ସ୍ୱର୍ଗତ ଜୀବନକୃଷ୍ଣ ସିହ୍ନା xyxy=(211,611,338,626)
portrait-photo xyxy=(589,83,721,233)
optcl-tender: TENDER NOTICE NO. 40 / 2012 - 13 xyxy=(76,1259,292,1272)
table-cell: ୨୩. xyxy=(394,1445,444,1464)
obit-name: ସ୍ୱର୍ଗତ କବିରାଜ ସାମନ୍ତରାୟ xyxy=(11,593,151,608)
govt-code: 13001/11/0025/1213 xyxy=(951,1100,1046,1111)
table-cell: ଟ.୨,୧୫,୨୦୦.୦୦ xyxy=(789,1220,929,1239)
table-row xyxy=(394,1352,929,1371)
story2-subhead: ବାର୍ଡ ଫ୍ଲୁ ସତର୍କତା xyxy=(1136,150,1492,190)
clinic-kendrapada: KENDRAPADA: 9437147000 xyxy=(987,2145,1305,2172)
table-cell: Master Degree in Sociology, Social Work/ MBA in Rural Management or 2 years of PG Diploma in Rural Management/ Rural Development from any Recognised University/ Institution. xyxy=(1191,1429,1484,1489)
obit-card xyxy=(201,403,377,723)
story2-headline: ପୁରୀ ଜିଲ୍ଲାରୁ ୧୬ ନମୁନା ସଂଗ୍ରହ xyxy=(944,56,1403,97)
table-header-cell: Essential Qualification xyxy=(1165,1541,1361,1560)
drda-notice xyxy=(944,1242,1492,1960)
table-cell: ୨୪/୨୦୧୩-୧୪ xyxy=(444,1464,594,1483)
table-cell: ୧୫. xyxy=(394,1295,444,1314)
table-cell: ୧୧. xyxy=(394,1220,444,1239)
table-row xyxy=(394,1333,929,1352)
